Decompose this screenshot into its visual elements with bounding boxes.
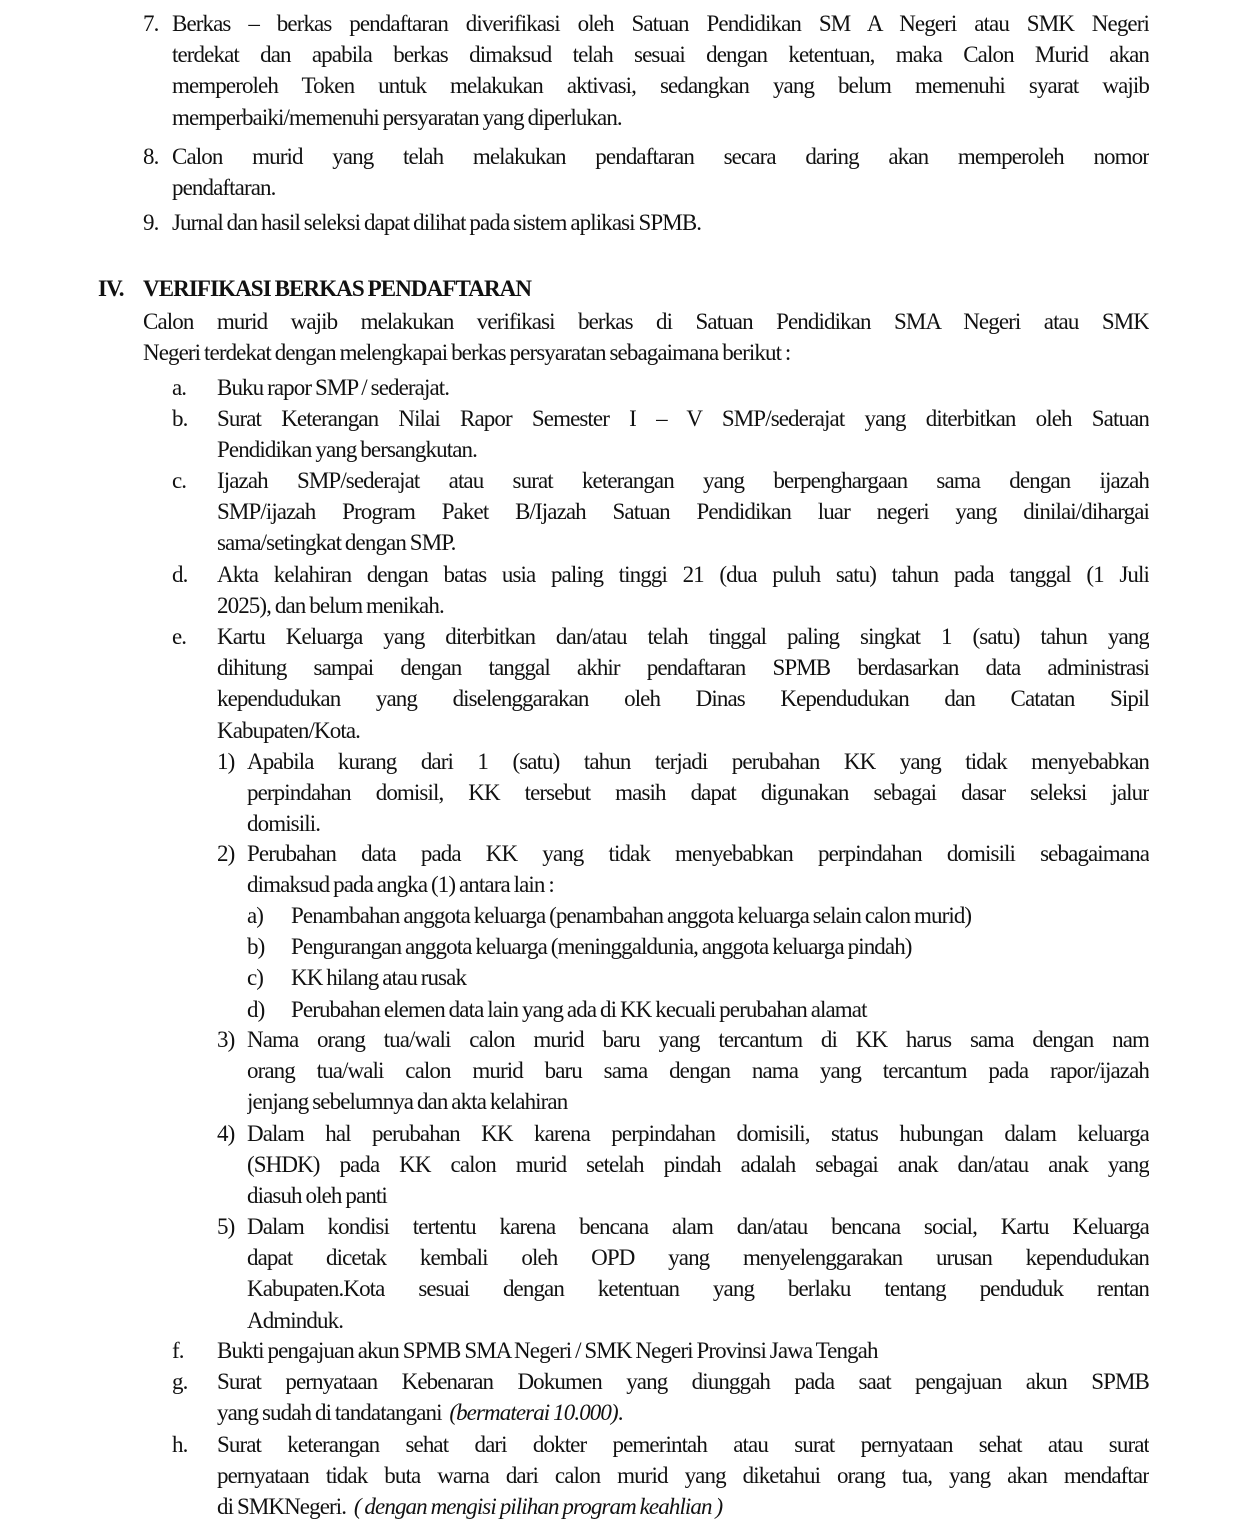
- italic-note: ( dengan mengisi pilihan program keahlian ): [353, 1494, 723, 1520]
- requirement-d: [172, 559, 1149, 621]
- text-line: pendaftaran.: [172, 175, 276, 201]
- text-line: dimaksud pada angka (1) antara lain :: [247, 872, 554, 898]
- text-line: Bukti pengajuan akun SPMB SMA Negeri / SMK Negeri Provinsi Jawa Tengah: [217, 1338, 878, 1363]
- text-line: memperoleh Token untuk melakukan aktivasi, sedangkan yang belum memenuhi syarat wajib: [172, 73, 1149, 99]
- text-line: orang tua/wali calon murid baru sama dengan nama yang tercantum pada rapor/ijazah: [247, 1058, 1149, 1084]
- text-line: Pengurangan anggota keluarga (meninggaldunia, anggota keluarga pindah): [291, 934, 912, 960]
- list-marker: e.: [172, 624, 187, 649]
- list-marker: 9.: [143, 210, 159, 235]
- list-marker: 1): [217, 749, 235, 774]
- list-item-7: [143, 8, 1149, 133]
- text-line: di SMKNegeri.: [217, 1494, 347, 1520]
- text-line: Penambahan anggota keluarga (penambahan anggota keluarga selain calon murid): [291, 903, 972, 928]
- text-line: KK hilang atau rusak: [291, 965, 467, 991]
- section-title: VERIFIKASI BERKAS PENDAFTARAN: [143, 276, 532, 301]
- kk-change-item: [247, 994, 1149, 1025]
- requirement-f: [172, 1335, 1149, 1366]
- text-line: Apabila kurang dari 1 (satu) tahun terjadi perubahan KK yang tidak menyebabkan: [247, 749, 1149, 774]
- list-marker: d): [247, 996, 265, 1022]
- text-line: dihitung sampai dengan tanggal akhir pendaftaran SPMB berdasarkan data administrasi: [217, 655, 1149, 681]
- list-marker: a.: [172, 375, 187, 400]
- text-line: Kartu Keluarga yang diterbitkan dan/atau telah tinggal paling singkat 1 (satu) tahun yang: [217, 624, 1149, 649]
- text-line: Surat Keterangan Nilai Rapor Semester I – V SMP/sederajat yang diterbitkan oleh Satuan: [217, 406, 1149, 431]
- text-line-with-note: [217, 1397, 1149, 1428]
- text-line: Negeri terdekat dengan melengkapai berkas persyaratan sebagaimana berikut :: [143, 340, 791, 366]
- kk-change-item: [247, 900, 1149, 931]
- text-line: Surat keterangan sehat dari dokter pemerintah atau surat pernyataan sehat atau surat: [217, 1432, 1149, 1457]
- list-marker: h.: [172, 1432, 188, 1457]
- list-marker: d.: [172, 562, 188, 587]
- italic-note: (bermaterai 10.000): [449, 1400, 618, 1426]
- kk-note-5: [217, 1211, 1149, 1336]
- text-line: kependudukan yang diselenggarakan oleh Dinas Kependudukan dan Catatan Sipil: [217, 686, 1149, 712]
- text-line: (SHDK) pada KK calon murid setelah pindah adalah sebagai anak dan/atau anak yang: [247, 1152, 1149, 1178]
- requirement-h: [172, 1429, 1149, 1523]
- requirement-a: [172, 372, 1149, 403]
- text-line: pernyataan tidak buta warna dari calon murid yang diketahui orang tua, yang akan mendaftar: [217, 1463, 1149, 1489]
- kk-note-4: [217, 1118, 1149, 1212]
- text-line: Kabupaten/Kota.: [217, 717, 360, 743]
- requirement-b: [172, 403, 1149, 465]
- text-line: Perubahan elemen data lain yang ada di KK kecuali perubahan alamat: [291, 996, 867, 1022]
- punctuation: .: [617, 1400, 623, 1426]
- text-line: dapat dicetak kembali oleh OPD yang menyelenggarakan urusan kependudukan: [247, 1245, 1149, 1271]
- requirement-e: [172, 621, 1149, 746]
- text-line: Ijazah SMP/sederajat atau surat keterangan yang berpenghargaan sama dengan ijazah: [217, 468, 1149, 493]
- list-marker: c): [247, 965, 264, 991]
- text-line: Calon murid yang telah melakukan pendaftaran secara daring akan memperoleh nomor: [172, 144, 1149, 169]
- text-line: Adminduk.: [247, 1307, 344, 1333]
- list-marker: b.: [172, 406, 188, 431]
- kk-note-3: [217, 1024, 1149, 1118]
- section-intro: [143, 306, 1149, 368]
- text-line: Jurnal dan hasil seleksi dapat dilihat pada sistem aplikasi SPMB.: [172, 210, 702, 235]
- kk-change-item: [247, 962, 1149, 993]
- text-line-with-note: [217, 1491, 1149, 1522]
- kk-note-2: [217, 838, 1149, 900]
- text-line: Calon murid wajib melakukan verifikasi berkas di Satuan Pendidikan SMA Negeri atau SMK: [143, 309, 1149, 334]
- text-line: Berkas – berkas pendaftaran diverifikasi oleh Satuan Pendidikan SM A Negeri atau SMK Negeri: [172, 11, 1149, 36]
- text-line: domisili.: [247, 811, 321, 837]
- list-marker: 2): [217, 841, 235, 866]
- text-line: Buku rapor SMP / sederajat.: [217, 375, 450, 400]
- text-line: 2025), dan belum menikah.: [217, 593, 444, 619]
- text-line: Perubahan data pada KK yang tidak menyebabkan perpindahan domisili sebagaimana: [247, 841, 1149, 866]
- text-line: Akta kelahiran dengan batas usia paling tinggi 21 (dua puluh satu) tahun pada tanggal (1 Juli: [217, 562, 1149, 587]
- list-marker: 3): [217, 1027, 235, 1052]
- text-line: Pendidikan yang bersangkutan.: [217, 437, 477, 463]
- list-item-8: [143, 141, 1149, 203]
- text-line: Dalam kondisi tertentu karena bencana alam dan/atau bencana social, Kartu Keluarga: [247, 1214, 1149, 1239]
- requirement-c: [172, 465, 1149, 559]
- text-line: terdekat dan apabila berkas dimaksud telah sesuai dengan ketentuan, maka Calon Murid akan: [172, 42, 1149, 68]
- text-line: perpindahan domisil, KK tersebut masih dapat digunakan sebagai dasar seleksi jalur: [247, 780, 1149, 806]
- list-marker: 5): [217, 1214, 235, 1239]
- list-marker: f.: [172, 1338, 184, 1363]
- list-item-9: [143, 207, 1149, 238]
- list-marker: 8.: [143, 144, 159, 169]
- text-line: Kabupaten.Kota sesuai dengan ketentuan yang berlaku tentang penduduk rentan: [247, 1276, 1149, 1302]
- text-line: Dalam hal perubahan KK karena perpindahan domisili, status hubungan dalam keluarga: [247, 1121, 1149, 1146]
- text-line: SMP/ijazah Program Paket B/Ijazah Satuan Pendidikan luar negeri yang dinilai/dihargai: [217, 499, 1149, 525]
- section-number: IV.: [98, 276, 124, 301]
- requirement-g: [172, 1366, 1149, 1428]
- text-line: jenjang sebelumnya dan akta kelahiran: [247, 1089, 568, 1115]
- list-marker: a): [247, 903, 264, 928]
- kk-change-item: [247, 931, 1149, 962]
- text-line: sama/setingkat dengan SMP.: [217, 530, 456, 556]
- text-line: memperbaiki/memenuhi persyaratan yang diperlukan.: [172, 104, 622, 130]
- list-marker: b): [247, 934, 265, 960]
- list-marker: c.: [172, 468, 187, 493]
- text-line: Surat pernyataan Kebenaran Dokumen yang diunggah pada saat pengajuan akun SPMB: [217, 1369, 1149, 1394]
- list-marker: 4): [217, 1121, 235, 1146]
- text-line: yang sudah di tandatangani: [217, 1400, 442, 1426]
- text-line: diasuh oleh panti: [247, 1183, 387, 1209]
- kk-changes-list: [247, 900, 1149, 1025]
- section-heading: [98, 273, 1148, 304]
- list-marker: g.: [172, 1369, 188, 1394]
- kk-note-1: [217, 746, 1149, 840]
- text-line: Nama orang tua/wali calon murid baru yang tercantum di KK harus sama dengan nam: [247, 1027, 1149, 1052]
- list-marker: 7.: [143, 11, 159, 36]
